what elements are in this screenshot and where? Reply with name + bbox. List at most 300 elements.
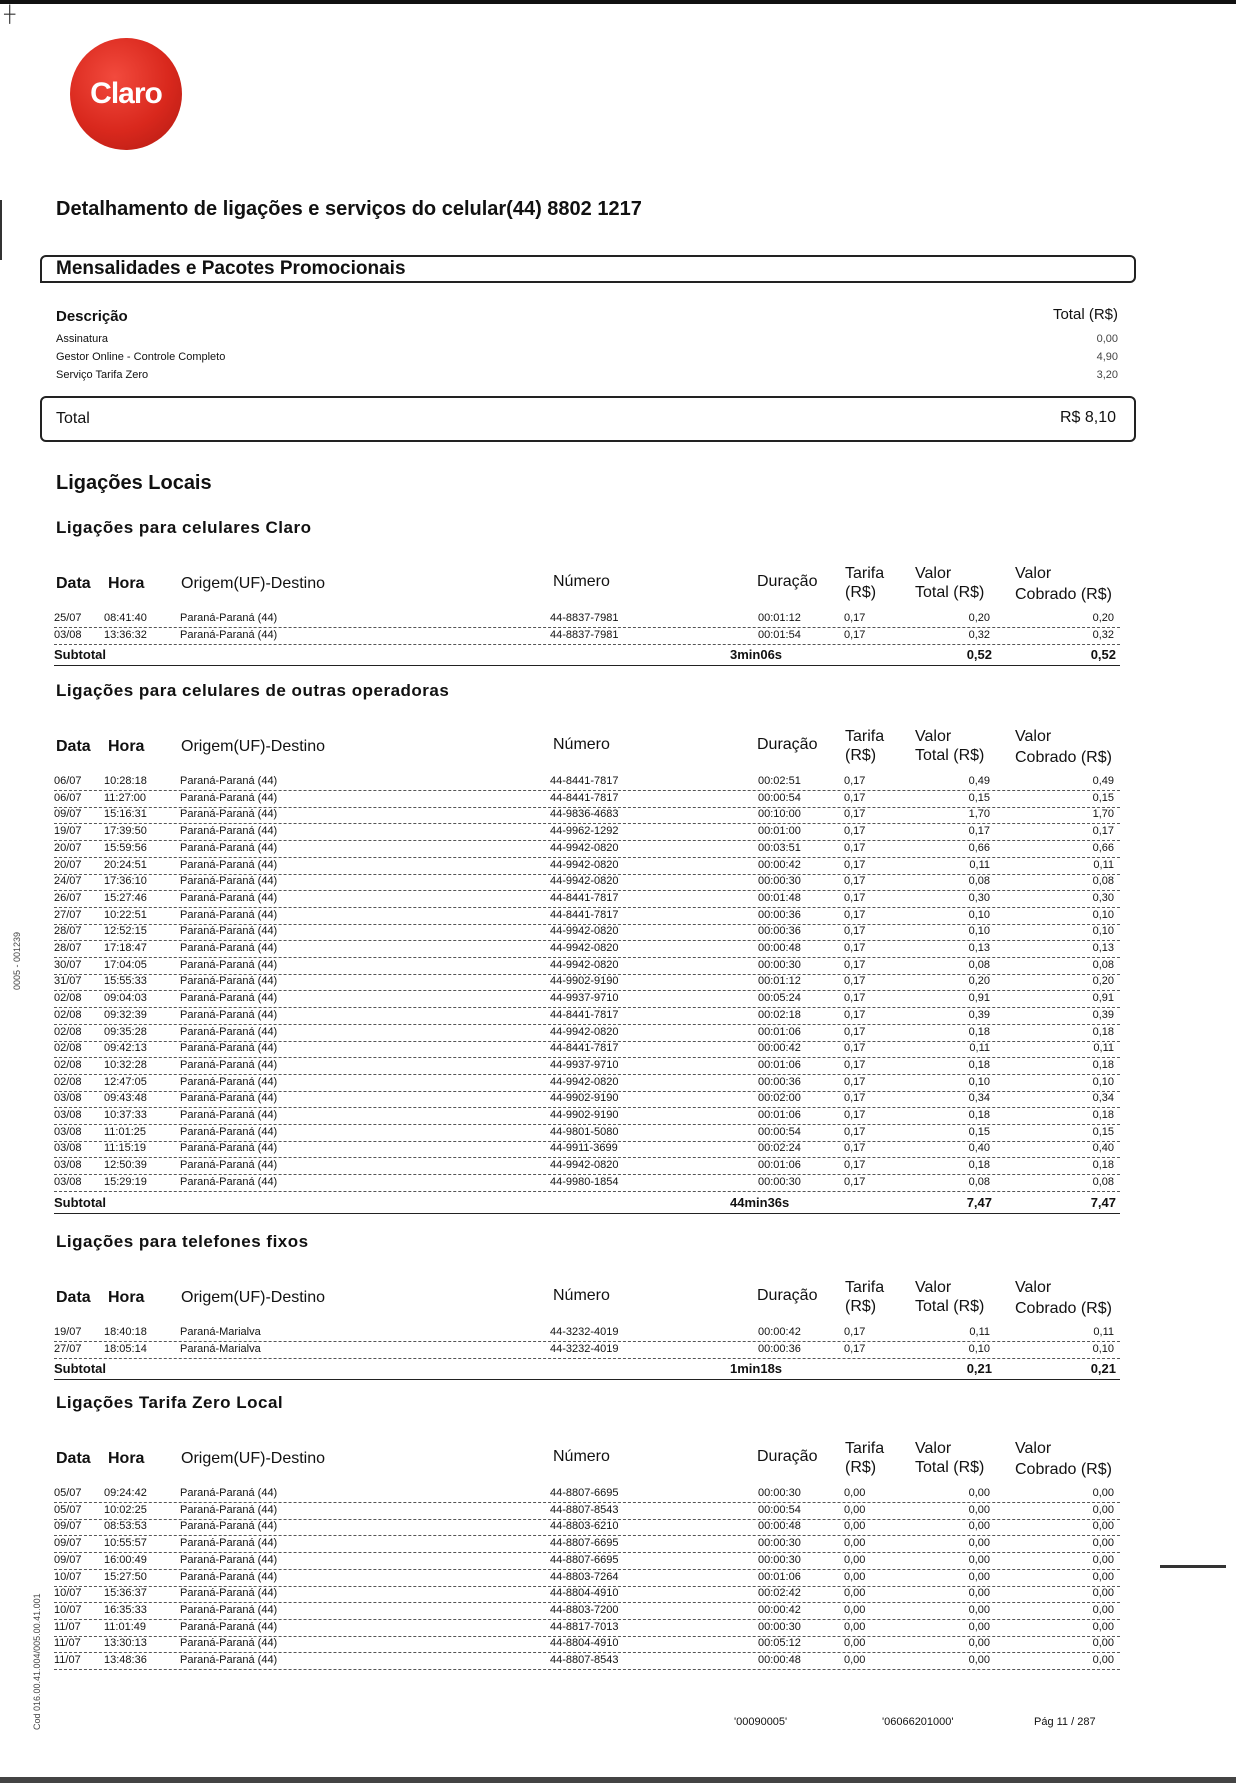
- call-duration: 00:02:24: [758, 1142, 801, 1155]
- call-total: 0,17: [968, 825, 990, 838]
- call-row: [54, 1570, 1120, 1587]
- subtotal-row: [54, 645, 1120, 666]
- call-rate: 0,00: [844, 1587, 866, 1600]
- col-tarifa-unit: (R$): [845, 1298, 877, 1315]
- call-rate: 0,17: [844, 1342, 866, 1355]
- call-charged: 0,10: [1092, 1342, 1114, 1355]
- call-date: 19/07: [54, 1326, 82, 1338]
- col-tarifa-header: Tarifa: [845, 1440, 885, 1457]
- col-hora-header: Hora: [108, 575, 145, 592]
- total-label: Total: [56, 410, 90, 427]
- call-route: Paraná-Marialva: [180, 1326, 261, 1338]
- subtotal-row: [54, 1193, 1120, 1214]
- call-charged: 1,70: [1092, 808, 1114, 821]
- call-date: 19/07: [54, 825, 82, 838]
- group-title: Ligações para celulares Claro: [56, 518, 312, 537]
- call-number: 44-9962-1292: [550, 825, 619, 838]
- call-time: 10:28:18: [104, 775, 147, 787]
- call-number: 44-8837-7981: [550, 628, 619, 641]
- table-header: [56, 727, 1120, 773]
- call-row: [54, 807, 1120, 824]
- call-total: 0,00: [968, 1537, 990, 1550]
- call-route: Paraná-Paraná (44): [180, 1553, 278, 1566]
- top-border: [0, 0, 1236, 4]
- call-time: 11:15:19: [104, 1142, 147, 1155]
- call-total: 0,20: [968, 612, 990, 624]
- call-route: Paraná-Paraná (44): [180, 1109, 278, 1121]
- call-total: 0,10: [968, 925, 990, 938]
- call-charged: 0,20: [1092, 612, 1114, 624]
- call-charged: 0,18: [1092, 1159, 1114, 1172]
- call-rate: 0,17: [844, 791, 866, 804]
- call-charged: 0,00: [1092, 1503, 1114, 1516]
- call-duration: 00:01:00: [758, 825, 801, 838]
- col-data-header: Data: [56, 1450, 91, 1467]
- call-date: 20/07: [54, 841, 82, 854]
- call-route: Paraná-Paraná (44): [180, 1620, 278, 1633]
- col-tarifa-header: Tarifa: [845, 565, 885, 582]
- call-route: Paraná-Paraná (44): [180, 958, 278, 971]
- call-number: 44-8441-7817: [550, 891, 619, 904]
- call-charged: 0,39: [1092, 1008, 1114, 1021]
- call-date: 09/07: [54, 1537, 82, 1550]
- call-duration: 00:01:06: [758, 1570, 801, 1583]
- call-duration: 00:02:51: [758, 775, 801, 787]
- call-route: Paraná-Paraná (44): [180, 1008, 278, 1021]
- call-route: Paraná-Paraná (44): [180, 942, 278, 954]
- col-tarifa-header: Tarifa: [845, 1279, 885, 1296]
- call-row: [54, 941, 1120, 958]
- fee-item-desc: Gestor Online - Controle Completo: [56, 351, 226, 363]
- call-total: 0,40: [968, 1142, 990, 1155]
- call-date: 27/07: [54, 908, 82, 921]
- call-date: 02/08: [54, 1075, 82, 1088]
- call-date: 03/08: [54, 1125, 82, 1138]
- col-data-header: Data: [56, 1289, 91, 1306]
- call-total: 0,34: [968, 1092, 990, 1105]
- call-duration: 00:02:18: [758, 1008, 801, 1021]
- call-duration: 00:00:30: [758, 1537, 801, 1550]
- call-rate: 0,17: [844, 908, 866, 921]
- call-total: 0,00: [968, 1487, 990, 1499]
- call-row: [54, 628, 1120, 645]
- call-total: 0,00: [968, 1654, 990, 1666]
- call-date: 20/07: [54, 858, 82, 871]
- col-duracao-header: Duração: [757, 573, 818, 590]
- call-time: 16:00:49: [104, 1553, 147, 1566]
- call-total: 0,11: [969, 1326, 990, 1338]
- call-row: [54, 1603, 1120, 1620]
- call-total: 0,18: [968, 1109, 990, 1121]
- call-charged: 0,34: [1092, 1092, 1114, 1105]
- fee-item-value: 3,20: [1096, 369, 1118, 381]
- col-valor-header: Valor: [915, 728, 952, 745]
- call-rate: 0,17: [844, 942, 866, 954]
- call-rate: 0,17: [844, 975, 866, 988]
- call-time: 11:01:25: [104, 1125, 147, 1138]
- call-row: [54, 1058, 1120, 1075]
- call-total: 0,10: [968, 1342, 990, 1355]
- call-duration: 00:00:48: [758, 1654, 801, 1666]
- call-time: 12:52:15: [104, 925, 147, 938]
- call-charged: 0,15: [1092, 1125, 1114, 1138]
- col-valor-total-header: Total (R$): [915, 584, 985, 601]
- call-route: Paraná-Paraná (44): [180, 825, 278, 838]
- call-rate: 0,17: [844, 1125, 866, 1138]
- call-row: [54, 1636, 1120, 1653]
- call-charged: 0,00: [1092, 1553, 1114, 1566]
- fee-item-value: 4,90: [1096, 351, 1118, 363]
- call-duration: 00:00:30: [758, 1487, 801, 1499]
- mensalidades-heading: Mensalidades e Pacotes Promocionais: [56, 258, 406, 279]
- call-number: 44-8807-8543: [550, 1503, 619, 1516]
- subtotal-label: Subtotal: [54, 1194, 106, 1210]
- call-route: Paraná-Paraná (44): [180, 1058, 278, 1071]
- call-charged: 0,11: [1093, 858, 1114, 871]
- col-numero-header: Número: [553, 736, 610, 753]
- call-date: 02/08: [54, 1058, 82, 1071]
- subtotal-duration: 1min18s: [730, 1361, 783, 1377]
- call-row: [54, 891, 1120, 908]
- call-date: 27/07: [54, 1342, 82, 1355]
- call-time: 09:24:42: [104, 1487, 147, 1499]
- call-time: 15:59:56: [104, 841, 147, 854]
- call-charged: 0,18: [1092, 1025, 1114, 1038]
- total-column-header: Total (R$): [1052, 306, 1118, 323]
- call-time: 20:24:51: [104, 858, 147, 871]
- call-date: 03/08: [54, 1159, 82, 1172]
- call-duration: 00:00:54: [758, 1125, 801, 1138]
- call-route: Paraná-Paraná (44): [180, 1587, 278, 1600]
- call-total: 0,15: [968, 1125, 990, 1138]
- call-route: Paraná-Paraná (44): [180, 1159, 278, 1172]
- col-tarifa-unit: (R$): [845, 747, 877, 764]
- col-tarifa-header: Tarifa: [845, 728, 885, 745]
- call-date: 02/08: [54, 992, 82, 1005]
- call-date: 24/07: [54, 875, 82, 888]
- call-total: 0,10: [968, 908, 990, 921]
- call-route: Paraná-Paraná (44): [180, 1537, 278, 1550]
- call-charged: 0,11: [1093, 1042, 1114, 1055]
- call-total: 0,00: [968, 1603, 990, 1616]
- call-rate: 0,17: [844, 1042, 866, 1055]
- call-rate: 0,17: [844, 808, 866, 821]
- call-time: 15:16:31: [104, 808, 147, 821]
- call-duration: 00:00:54: [758, 1503, 801, 1516]
- col-valor-header: Valor: [915, 565, 952, 582]
- call-row: [54, 841, 1120, 858]
- margin-mark-right: [1160, 1565, 1226, 1568]
- call-duration: 00:00:30: [758, 1175, 801, 1188]
- call-number: 44-8803-7200: [550, 1603, 619, 1616]
- call-time: 11:27:00: [104, 791, 147, 804]
- call-charged: 0,66: [1092, 841, 1114, 854]
- call-row: [54, 1125, 1120, 1142]
- call-rate: 0,00: [844, 1637, 866, 1650]
- call-number: 44-9911-3699: [550, 1142, 618, 1155]
- col-cobrado-header: Cobrado (R$): [1015, 586, 1112, 603]
- call-charged: 0,00: [1092, 1654, 1114, 1666]
- col-valor-header: Valor: [915, 1440, 952, 1457]
- call-number: 44-8441-7817: [550, 908, 619, 921]
- call-rate: 0,17: [844, 1175, 866, 1188]
- call-charged: 0,18: [1092, 1058, 1114, 1071]
- call-time: 09:35:28: [104, 1025, 147, 1038]
- call-total: 0,08: [968, 875, 990, 888]
- call-time: 08:53:53: [104, 1520, 147, 1533]
- subtotal-total: 0,21: [966, 1361, 992, 1377]
- call-total: 0,00: [968, 1587, 990, 1600]
- call-route: Paraná-Paraná (44): [180, 875, 278, 888]
- call-number: 44-9942-0820: [550, 942, 619, 954]
- call-route: Paraná-Paraná (44): [180, 791, 278, 804]
- col-numero-header: Número: [553, 1287, 610, 1304]
- call-time: 12:47:05: [104, 1075, 147, 1088]
- section-title: Ligações Locais: [56, 472, 212, 494]
- call-number: 44-8441-7817: [550, 775, 619, 787]
- call-duration: 00:00:48: [758, 1520, 801, 1533]
- call-rate: 0,17: [844, 925, 866, 938]
- call-number: 44-9902-9190: [550, 1109, 619, 1121]
- call-rate: 0,17: [844, 628, 866, 641]
- col-duracao-header: Duração: [757, 1287, 818, 1304]
- call-duration: 00:05:12: [758, 1637, 801, 1650]
- call-total: 1,70: [968, 808, 990, 821]
- call-duration: 00:01:48: [758, 891, 801, 904]
- subtotal-charged: 0,52: [1090, 647, 1116, 663]
- call-number: 44-3232-4019: [550, 1342, 619, 1355]
- call-charged: 0,00: [1092, 1487, 1114, 1499]
- call-number: 44-8441-7817: [550, 1008, 619, 1021]
- call-route: Paraná-Paraná (44): [180, 775, 278, 787]
- call-route: Paraná-Paraná (44): [180, 1075, 278, 1088]
- call-duration: 00:01:06: [758, 1058, 801, 1071]
- call-number: 44-8807-6695: [550, 1553, 619, 1566]
- call-number: 44-9942-0820: [550, 1025, 619, 1038]
- call-route: Paraná-Paraná (44): [180, 992, 278, 1005]
- call-rate: 0,17: [844, 841, 866, 854]
- total-box: [40, 396, 1136, 442]
- call-charged: 0,10: [1092, 925, 1114, 938]
- call-duration: 00:00:48: [758, 942, 801, 954]
- call-row: [54, 924, 1120, 941]
- call-date: 03/08: [54, 1142, 82, 1155]
- call-duration: 00:00:30: [758, 958, 801, 971]
- call-number: 44-9980-1854: [550, 1175, 619, 1188]
- call-row: [54, 774, 1120, 791]
- call-time: 18:05:14: [104, 1342, 147, 1355]
- call-duration: 00:10:00: [758, 808, 801, 821]
- col-cobrado-header: Cobrado (R$): [1015, 1461, 1112, 1478]
- group-title: Ligações Tarifa Zero Local: [56, 1393, 284, 1412]
- call-total: 0,18: [968, 1025, 990, 1038]
- call-row: [54, 1158, 1120, 1175]
- margin-mark: [0, 200, 2, 260]
- call-total: 0,91: [968, 992, 990, 1005]
- col-data-header: Data: [56, 575, 91, 592]
- call-total: 0,08: [968, 958, 990, 971]
- crop-mark-icon: ┼: [4, 6, 16, 23]
- call-total: 0,11: [969, 1042, 990, 1055]
- call-total: 0,49: [968, 775, 990, 787]
- subtotal-charged: 7,47: [1090, 1194, 1116, 1210]
- call-route: Paraná-Paraná (44): [180, 1520, 278, 1533]
- call-number: 44-8807-6695: [550, 1537, 619, 1550]
- col-tarifa-unit: (R$): [845, 1459, 877, 1476]
- call-duration: 00:00:30: [758, 1620, 801, 1633]
- call-date: 11/07: [54, 1637, 81, 1650]
- call-rate: 0,17: [844, 891, 866, 904]
- footer-code-1: '00090005': [734, 1716, 788, 1728]
- call-number: 44-9942-0820: [550, 875, 619, 888]
- call-date: 30/07: [54, 958, 82, 971]
- call-total: 0,00: [968, 1570, 990, 1583]
- call-row: [54, 908, 1120, 925]
- call-date: 03/08: [54, 1092, 82, 1105]
- call-charged: 0,00: [1092, 1603, 1114, 1616]
- call-row: [54, 611, 1120, 628]
- call-time: 18:40:18: [104, 1326, 147, 1338]
- call-number: 44-8441-7817: [550, 791, 619, 804]
- call-total: 0,00: [968, 1637, 990, 1650]
- call-date: 03/08: [54, 1109, 82, 1121]
- call-number: 44-9937-9710: [550, 1058, 619, 1071]
- call-route: Paraná-Paraná (44): [180, 841, 278, 854]
- call-number: 44-9942-0820: [550, 858, 619, 871]
- call-route: Paraná-Paraná (44): [180, 808, 278, 821]
- call-rate: 0,00: [844, 1503, 866, 1516]
- call-route: Paraná-Paraná (44): [180, 1654, 278, 1666]
- call-total: 0,66: [968, 841, 990, 854]
- call-route: Paraná-Marialva: [180, 1342, 261, 1355]
- call-row: [54, 1536, 1120, 1553]
- call-charged: 0,00: [1092, 1537, 1114, 1550]
- call-duration: 00:01:12: [758, 612, 801, 624]
- call-charged: 0,20: [1092, 975, 1114, 988]
- subtotal-row: [54, 1359, 1120, 1380]
- call-date: 02/08: [54, 1025, 82, 1038]
- side-code: 0005 - 001239: [12, 931, 22, 990]
- call-row: [54, 1141, 1120, 1158]
- call-time: 13:48:36: [104, 1654, 147, 1666]
- call-number: 44-8441-7817: [550, 1042, 619, 1055]
- call-duration: 00:01:54: [758, 628, 801, 641]
- call-rate: 0,17: [844, 1008, 866, 1021]
- call-time: 10:02:25: [104, 1503, 147, 1516]
- call-row: [54, 1553, 1120, 1570]
- call-route: Paraná-Paraná (44): [180, 1025, 278, 1038]
- call-duration: 00:00:54: [758, 791, 801, 804]
- call-number: 44-8803-6210: [550, 1520, 619, 1533]
- col-hora-header: Hora: [108, 1450, 145, 1467]
- fee-item-desc: Assinatura: [56, 333, 108, 345]
- col-origem-header: Origem(UF)-Destino: [181, 1450, 326, 1467]
- desc-column-header: Descrição: [56, 308, 128, 325]
- call-duration: 00:00:42: [758, 858, 801, 871]
- call-duration: 00:00:30: [758, 1553, 801, 1566]
- call-row: [54, 824, 1120, 841]
- call-rate: 0,00: [844, 1654, 866, 1666]
- call-time: 09:42:13: [104, 1042, 147, 1055]
- call-number: 44-9942-0820: [550, 1159, 619, 1172]
- call-rate: 0,17: [844, 1326, 866, 1338]
- call-date: 09/07: [54, 1553, 82, 1566]
- call-row: [54, 1008, 1120, 1025]
- call-rate: 0,17: [844, 875, 866, 888]
- call-time: 10:22:51: [104, 908, 147, 921]
- call-route: Paraná-Paraná (44): [180, 1142, 278, 1155]
- call-date: 10/07: [54, 1603, 82, 1616]
- col-data-header: Data: [56, 738, 91, 755]
- call-rate: 0,00: [844, 1603, 866, 1616]
- call-number: 44-9836-4683: [550, 808, 619, 821]
- call-charged: 0,10: [1092, 908, 1114, 921]
- call-number: 44-3232-4019: [550, 1326, 619, 1338]
- call-rate: 0,17: [844, 1159, 866, 1172]
- call-row: [54, 1091, 1120, 1108]
- call-duration: 00:02:00: [758, 1092, 801, 1105]
- call-date: 05/07: [54, 1487, 82, 1499]
- call-route: Paraná-Paraná (44): [180, 1125, 278, 1138]
- call-number: 44-9902-9190: [550, 1092, 619, 1105]
- call-duration: 00:00:30: [758, 875, 801, 888]
- table-header: [56, 564, 1120, 610]
- call-charged: 0,91: [1092, 992, 1114, 1005]
- call-route: Paraná-Paraná (44): [180, 891, 278, 904]
- call-route: Paraná-Paraná (44): [180, 612, 278, 624]
- call-rate: 0,17: [844, 1109, 866, 1121]
- col-valor2-header: Valor: [1015, 565, 1052, 582]
- call-duration: 00:00:36: [758, 1342, 801, 1355]
- call-route: Paraná-Paraná (44): [180, 1570, 278, 1583]
- call-total: 0,00: [968, 1520, 990, 1533]
- call-row: [54, 858, 1120, 875]
- call-number: 44-9942-0820: [550, 841, 619, 854]
- call-time: 17:39:50: [104, 825, 147, 838]
- call-rate: 0,17: [844, 1075, 866, 1088]
- call-total: 0,20: [968, 975, 990, 988]
- call-charged: 0,08: [1092, 875, 1114, 888]
- col-valor2-header: Valor: [1015, 1279, 1052, 1296]
- call-charged: 0,00: [1092, 1620, 1114, 1633]
- side-code-vertical: Cod 016.00.41.004/005.00.41.001: [32, 1593, 42, 1730]
- subtotal-label: Subtotal: [54, 647, 106, 663]
- call-number: 44-9902-9190: [550, 975, 619, 988]
- call-number: 44-8803-7264: [550, 1570, 619, 1583]
- call-date: 25/07: [54, 612, 82, 624]
- call-rate: 0,17: [844, 825, 866, 838]
- call-time: 08:41:40: [104, 612, 147, 624]
- call-duration: 00:03:51: [758, 841, 801, 854]
- call-number: 44-9937-9710: [550, 992, 619, 1005]
- call-charged: 0,08: [1092, 1175, 1114, 1188]
- call-duration: 00:01:06: [758, 1109, 801, 1121]
- call-charged: 0,11: [1093, 1326, 1114, 1338]
- call-charged: 0,10: [1092, 1075, 1114, 1088]
- call-time: 09:32:39: [104, 1008, 147, 1021]
- col-valor-total-header: Total (R$): [915, 1298, 985, 1315]
- call-date: 10/07: [54, 1587, 82, 1600]
- col-numero-header: Número: [553, 573, 610, 590]
- call-time: 13:30:13: [104, 1637, 147, 1650]
- call-route: Paraná-Paraná (44): [180, 858, 278, 871]
- call-date: 03/08: [54, 628, 82, 641]
- call-duration: 00:00:36: [758, 925, 801, 938]
- call-duration: 00:02:42: [758, 1587, 801, 1600]
- col-numero-header: Número: [553, 1448, 610, 1465]
- call-number: 44-9942-0820: [550, 1075, 619, 1088]
- col-valor-header: Valor: [915, 1279, 952, 1296]
